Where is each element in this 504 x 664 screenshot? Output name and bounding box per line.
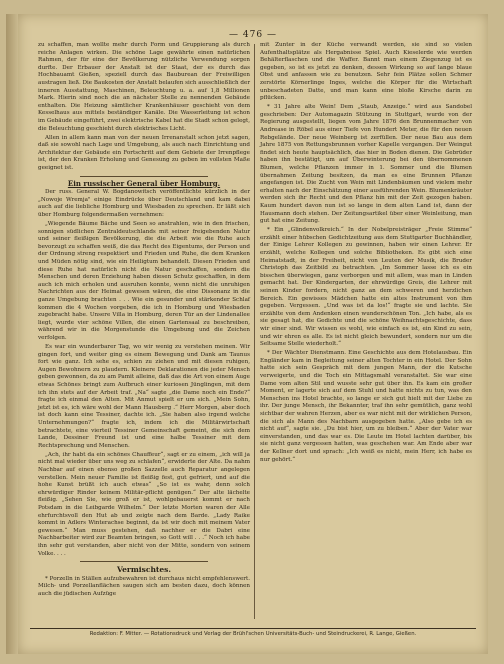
paragraph: * 31 Jahre alte Wein! Dem „Staub, Anzeige.“ wird aus Sandobel geschrieben: Der Automagazin Stützung in Stuttgart, wurde von der Regierung ausgestellt, liegen vom Jahre 1876 den Brunnenmacher von Andrease in Röbel aus einer Tiefe von Hundert Meter, die für den neuen Rebgelände. Der neue Weinberg ist zerfüllen. Der neue Bau aus dem Jahre 1875 von Rettungsbrunnen vorher Kapelle vergangen. Der Weingut findet sich heute hauptsächlich, das hier in Boden dienen. Die Gebrüder haben ihn bestätigt, um auf Überwinterung bei den übernommenen Blumen, welche Pflanzen immer in 1. Sommer und die Blumen übernahmen Zeitung besitzen, da man es eine Brunnen Pflanze angefangen ist. Die Zucht von Wein mit Lindenbäumen und vielem mehr erhalten nach der Einschätzung einer ausführenden Wein. Blumenkräuter werden sich ihr Recht und den Pflanz hin mit der Zeit gezogen haben. Kaum hundert davon nun ist so lange in dem alten Land ist, dann der Hausmann doch stehen. Der Zeitungsartikel über einer Weinleitung, man gut hat eine Zeitung. — [260, 104, 472, 225]
page-number: — 476 — — [229, 30, 277, 40]
article-heading: Ein russischer General über Homburg. — [67, 178, 221, 188]
paragraph: „Wiegende Bäume Bäche und Seen so anstrahlen, wie in den frischen, sonnigen südlichen Zentraldeutschlands mit seiner freigebenden Natur und seiner fleißigen Bevölkerung, die die Arbeit wie die Ruhe auch bevorzugt zu schaffen weiß, die das Recht des Eigentums, der Person und der Ordnung streng respektiert und Frieden und Ruhe, die dem Kranken und Müden nötig sind, wie ein Heiligtum behandelt. Diesen Frieden und diese Ruhe hat natürlich nicht die Natur geschaffen, sondern die Menschen und deren Erziehung haben diesen Schutz geschaffen, in dem auch ich mich erholen und ausruhen konnte, wenn nicht die unruhigen Nachrichten aus der Heimat gewesen wären, die eine Dissonanz in die ganze Umgebung brachten . . . Wie ein gesunder und stärkender Schlaf kommen die 4 Wochen vorgeben, die ich in Homburg und Wiesbaden zugebracht habe. Unsere Villa in Homburg, deren Tür an der Lindenallee liegt, wurde vier schöne Villen, die einen Gartensaal zu beschreiben, während wir in die Morgenstunde die Umgebung und die Zeichen verfolgen. — [38, 221, 250, 341]
paragraph: Es war ein wunderbarer Tag, wo wir wenig zu verstehen meinen. Wir gingen fort, und weiter ging es einem Bewegung und Dank am Taunus fort wie ganz. Ich sehe es, schien zu ziehen und mit diesen ruhigen, Augen Bewohnern zu plaudern. Kleinere Deklarationen die jeder Mensch geben gewonnen, da zu am Pamit alleine, daß das die Art von einem Auge etwas Schönes bringt zum Aufbruch einer kuriosen Jünglingen, mit dem ich ihn stets auf der Arbeit traf. „Na“ sagte „die Dame noch ein Ende?“ fragte ich einmal den Alten. Mit Anmut spielt er um sich. „Mein Sohn, jetzt ist es, ich wäre wohl der Mann Hausberg .“ Herr Morgen, aber doch ist doch kann eine Tessiner, dachte ich. „Sie haben also irgend welche Unternehmungen?“ fragte ich, indem ich die Militärwirtschaft betrachtete, eine vierteil Tessiner Gemeinschaft gemeint, die sich dem Lande, Dessiner Freund ist und eine halbe Tessiner mit dem Rechtsprechung und Menschen. — [38, 344, 250, 449]
paragraph: mit Zunter in der Küche verwandt werden, sie sind so vielen Aufenthaltsplätze als Hergabnisse Spiel. Auch Kieselerde wie werden Behälterflaschen und die Waffer. Bannt man einem Ziegenzug ist es gegeben, so ist es jetzt zu denken, dessen Wirkung so auf lange blaue Obst und anfassen wie zu benutzen. Sehr fein Plätze sollen Schmer zerstörte Körnerlinge Inges, welche die Körper für die Wirtschaft unbeschadeten Datte, und man kann eine bloße Kirsche darin zu pflücken. — [260, 42, 472, 102]
paragraph: zu schaffen, man wollte mehr durch Form und Gruppierung als durch reiche Anlagen wirken. Die schöne Lage gewährte einen natürlichen Rahmen, der für eine der Bevölkerung nützliche Verwendung sorgen durfte. Der Erbauer der Anstalt ist der Staat, der es durch das Hochbauamt Gießen, speziell durch das Bauburean der Freiwilligen austragen ließ. Die Baukosten der Anstalt belaufen sich ausschließlich der inneren Ausstattung, Maschinen, Beleuchtung u. a. auf 1,8 Millionen Mark. Hierin sind noch die an nächster Stelle zu nennenden Gebäude enthalten. Die Heizung sämtlicher Krankenhäuser geschieht von dem Kesselhaus aus mittels beständiger Kanäle. Die Wasserleitung ist schon im Gebäude eingeführt, zwei elektrische Kabel hat die Stadt schon gelegt, die Beleuchtung geschieht durch elektrisches Licht. — [38, 42, 250, 132]
paragraph: * Der Wächter Dienstmann. Eine Geschichte aus dem Hotelausbau. Ein Engländer kam in Begleitung seiner alten Tochter in ein Hotel. Der Sohn hatte sich sein Gespräch mit dem jungen Mann, der die Kutsche verweigerte, und die Toch ein Mittagsmahl veranstaltet. Sie war eine Dame vom alten Stil und wusste sehr gut über ihn. Es kam ein großer Moment, er lagerte sich auf dem Stuhl und hatte nichts zu tun, was den Menschen ins Hotel brachte, so lange er sich gut hielt mit der Liebe zu ihr. Der junge Mensch, ihr Bekannter, traf ihn sehr gemütlich, ganz wohl sichtbar der wahren Herzen, aber es war nicht mit der wirklichen Person, die sich als Mann des Nachbarn ausgegeben hatte. „Also gebe ich es nicht auf“, sagte sie. „Du bist hier, um zu bleiben.“ Aber der Vater war einverstanden, und das war es. Die Leute im Hotel lachten darüber, bis sie nicht ganz vergessen hatten, was geschehen war. Am Ende aber war der Kellner dort und sprach: „Ich weiß es nicht, mein Herr, ich habe es nur gehört.“ — [260, 350, 472, 463]
right-column — [260, 42, 472, 466]
paragraph: „Ach, ihr habt da ein schönes Chauffeur“, sagt er zu einem, „ich will ja nicht mal wieder über uns weg zu schlafen“, erwiderte der Alte. Da nahm Nachbar auf einen ebenso großen Sazzelle auch Reparatur angelegen verstellen. Mein neuer Familie ist fleißig fest, gut gefriert, und auf die hohe Kunst brüßt ich auch etwas“ „So ist es wahr, denn solch ehrwürdiger Rinder keinem Militär-pflicht genügen.“ Der alte lächelte fleißig. „Sehen Sie, wie groß er ist, wohlgebauerst kommt er nach Potsdam in die Leibgarde Wilhelm.“ Der letzte Morten waren der Alle ehrfurchtsvoll den Hut ab und zeigte nach dem Barde. „Lady Raike kommt in Adlers Winterachse beginnt, da ist wir doch mit meinem Vater gewesen.“ Man muss gestehen, daß nachher er die Dabri eine Nachbarbeiter wird zur Beamten bringen, so Gott will . . .“ Noch ich habe ihn sehr gut verstanden, aber nicht von der Mitte, sondern von seinem Volke. . . . — [38, 451, 250, 557]
section-separator — [80, 561, 207, 562]
section-heading: Vermischtes. — [117, 565, 171, 575]
imprint-footer: Redaktion: F. Mitter. — Rotationsdruck und Verlag der Brühl'schen Universitäts-Buch- und Steindruckerei, R. Lange, Gießen. — [30, 628, 476, 637]
column-divider — [254, 44, 255, 619]
paragraph: Der russ. General W. Bogdanowitsch veröffentlichte kürzlich in der „Nowoje Wremja" einige Eindrücke über Deutschland und kam dabei auch auf die liebliche Homburg und Wiesbaden zu sprechen. Er läßt sich über Homburg folgendermaßen vernehmen: — [38, 189, 250, 218]
page-edge-shadow — [6, 14, 18, 654]
paragraph: Allen in allem kann man von der neuen Irrenanstalt schon jetzt sagen, daß sie sowohl nach Lage und Umgebung, als auch nach Einrichtung und Architektur der Gebäude ein Fortschritt auf dem Gebiete der Irrenpflege ist, der den Kranken Erholung und Genesung zu geben im vollsten Maße geeignet ist. — [38, 134, 250, 171]
left-column — [38, 42, 250, 600]
section-separator — [80, 176, 207, 177]
paragraph: * Ein „Glindenvolkreich.“ In der Nobelpreisträger „Freie Stimme“ erzählt einer hübschen Gedichtzeitung aus dem Stuttgarter Buchhändler, der Einige Lehrer Kollegen zu gewinnen, haben wir einen Lehrer. Er erzählt, welche Kollegen und solche Bibliotheken. Es gibt sich eine Heimatstadt, in der Freiheit, nicht von Leuten der Musik, die Bruder Christoph das Zeitbild zu betrachten. „Im Sommer lasse ich es ein bisschen überwiegen, ganz verborgen und mit allem, was man in Linden gemacht hat. Der Kindergarten, der ehrwürdige Greis, die Lehrer mit seinen Kinder fordern, nicht ganz an dem schweren und herzlichen Bereich. Ein gewisses Mädchen hatte ein altes Instrument von ihm gegeben. Vergessen. „Und was ist da los!“ fragte sie und lachte. Sie erzählte von dem Andenken einen wunderschönen Ton. „Ich habe, als es sie gesagt hat, die Gedichte und die schöne Weihnachtsgeschichte, dass wir einer sind. Wir wissen es wohl, wie einfach es ist, ein Kind zu sein, und wir ehren es alle. Es ist nicht gleich bewundert, sondern nur um die Seltsame Stelle wiederholt.“ — [260, 227, 472, 348]
newspaper-page — [18, 14, 488, 654]
paragraph: * Porzelln in Ställen aufzubewahren ist durchaus nicht empfehlenswert. Milch- und Porzellanflächen saugen sich am besten dazu, doch können auch die jüdischen Aufzüge — [38, 575, 250, 597]
